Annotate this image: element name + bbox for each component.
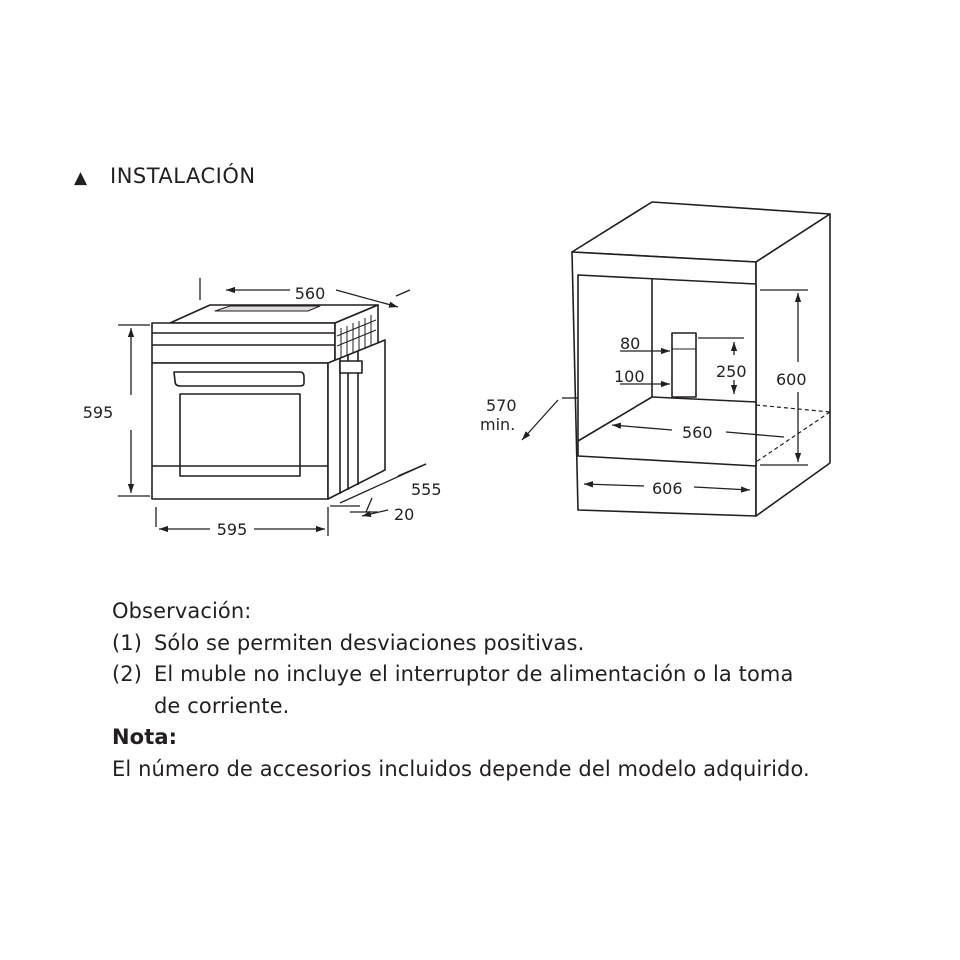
- dim-label-595-width: 595: [216, 520, 248, 539]
- note-item-2: [112, 659, 932, 691]
- notes-block: [112, 596, 932, 785]
- cabinet-drawing: [572, 202, 830, 516]
- dim-label-606: 606: [652, 479, 683, 498]
- dim-label-595-height: 595: [82, 403, 114, 422]
- note-item-2-text: El muble no incluye el interruptor de alimentación o la toma: [154, 662, 794, 686]
- oven-control-panel: [152, 323, 335, 363]
- dim-label-560-inner: 560: [682, 423, 713, 442]
- section-header: [74, 163, 256, 188]
- dim-570-min: [522, 400, 558, 440]
- cabinet-cutout: [672, 333, 696, 397]
- note-item-1: [112, 628, 932, 660]
- oven-drawing: [152, 305, 385, 499]
- triangle-icon: ▲: [74, 168, 88, 188]
- note-item-1-text: Sólo se permiten desviaciones positivas.: [154, 630, 585, 655]
- dim-label-20-door: 20: [394, 505, 415, 524]
- dim-label-555-depth: 555: [411, 480, 442, 499]
- dim-label-250: 250: [716, 362, 747, 381]
- dim-label-570-min: min.: [480, 415, 516, 434]
- dim-label-560-top: 560: [294, 284, 326, 303]
- notes-heading: Observación:: [112, 599, 252, 623]
- dim-label-100: 100: [614, 367, 645, 386]
- section-title: INSTALACIÓN: [110, 164, 256, 188]
- note-item-2-continuation: de corriente.: [154, 693, 290, 718]
- dim-label-570: 570: [486, 396, 517, 415]
- oven-handle: [174, 372, 304, 386]
- cabinet-side: [756, 214, 830, 516]
- dim-label-600: 600: [776, 370, 807, 389]
- nota-label: Nota:: [112, 725, 178, 749]
- dim-label-80: 80: [620, 334, 641, 353]
- oven-top-vent: [215, 306, 320, 311]
- note-item-1-number: (1): [112, 630, 143, 655]
- note-item-2-number: (2): [112, 662, 143, 686]
- nota-text: El número de accesorios incluidos depende del modelo adquirido.: [112, 756, 810, 781]
